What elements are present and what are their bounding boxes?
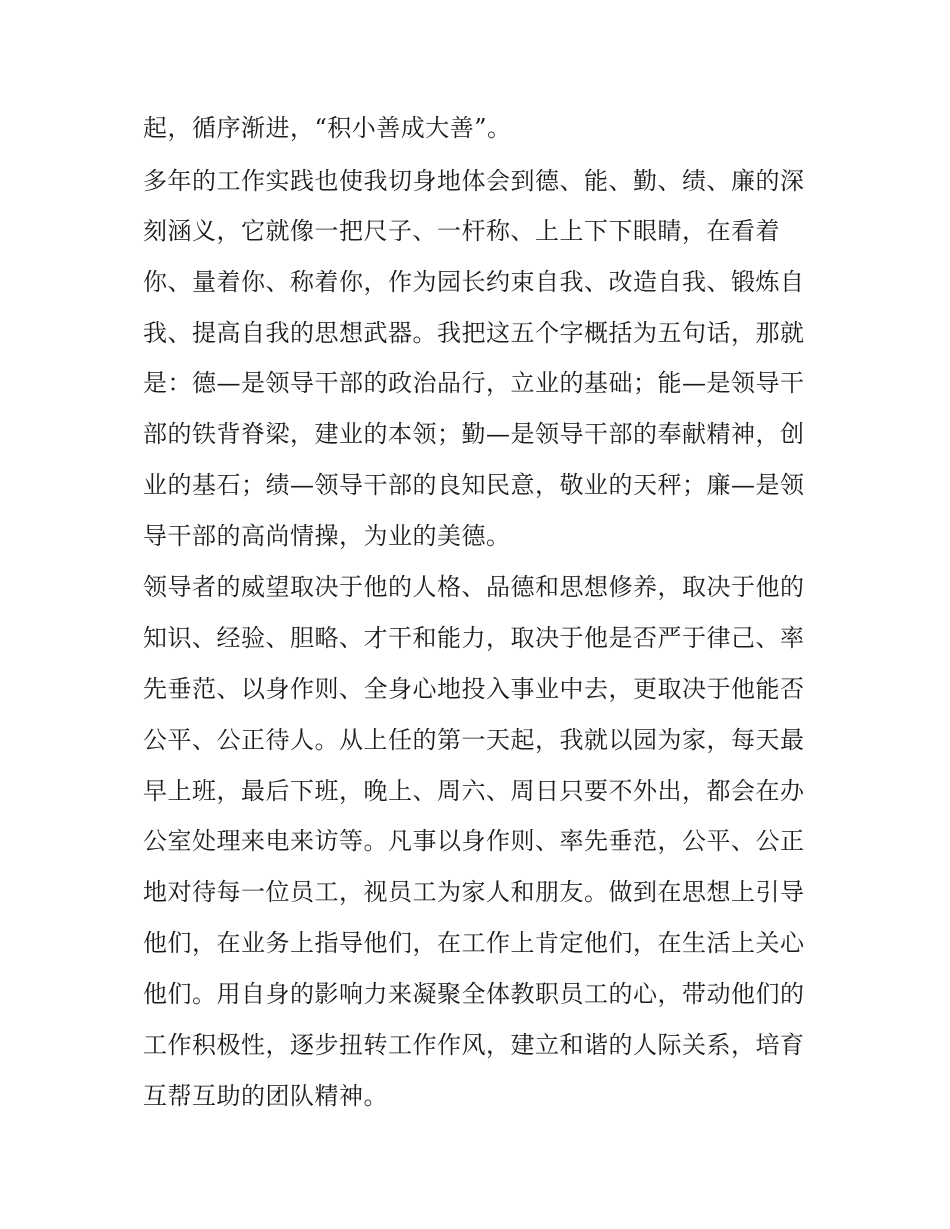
text-line: 先垂范、以身作则、全身心地投入事业中去，更取决于他能否: [143, 675, 805, 703]
text-line: 是：德—是领导干部的政治品行，立业的基础；能—是领导干: [143, 369, 805, 397]
text-line: 他们。用自身的影响力来凝聚全体教职员工的心，带动他们的: [143, 980, 805, 1008]
text-line: 知识、经验、胆略、才干和能力，取决于他是否严于律己、率: [143, 624, 805, 652]
text-line: 我、提高自我的思想武器。我把这五个字概括为五句话，那就: [143, 319, 805, 347]
text-line: 你、量着你、称着你，作为园长约束自我、改造自我、锻炼自: [143, 268, 805, 296]
text-line: 工作积极性，逐步扭转工作作风，建立和谐的人际关系，培育: [143, 1031, 805, 1059]
text-line: 互帮互助的团队精神。: [143, 1082, 388, 1110]
text-line: 地对待每一位员工，视员工为家人和朋友。做到在思想上引导: [143, 878, 805, 906]
text-line: 早上班，最后下班，晚上、周六、周日只要不外出，都会在办: [143, 777, 805, 805]
text-line: 导干部的高尚情操，为业的美德。: [143, 522, 511, 550]
text-line: 领导者的威望取决于他的人格、品德和思想修养，取决于他的: [143, 573, 805, 601]
text-line: 公室处理来电来访等。凡事以身作则、率先垂范，公平、公正: [143, 827, 805, 855]
text-line: 公平、公正待人。从上任的第一天起，我就以园为家，每天最: [143, 726, 805, 754]
text-line: 他们，在业务上指导他们，在工作上肯定他们，在生活上关心: [143, 929, 805, 957]
text-line: 起，循序渐进，“积小善成大善”。: [143, 114, 512, 142]
text-line: 多年的工作实践也使我切身地体会到德、能、勤、绩、廉的深: [143, 167, 805, 195]
text-line: 刻涵义，它就像一把尺子、一杆称、上上下下眼睛，在看着: [143, 217, 780, 245]
text-line: 业的基石；绩—领导干部的良知民意，敬业的天秤；廉—是领: [143, 471, 805, 499]
text-line: 部的铁背脊梁，建业的本领；勤—是领导干部的奉献精神，创: [143, 420, 805, 448]
